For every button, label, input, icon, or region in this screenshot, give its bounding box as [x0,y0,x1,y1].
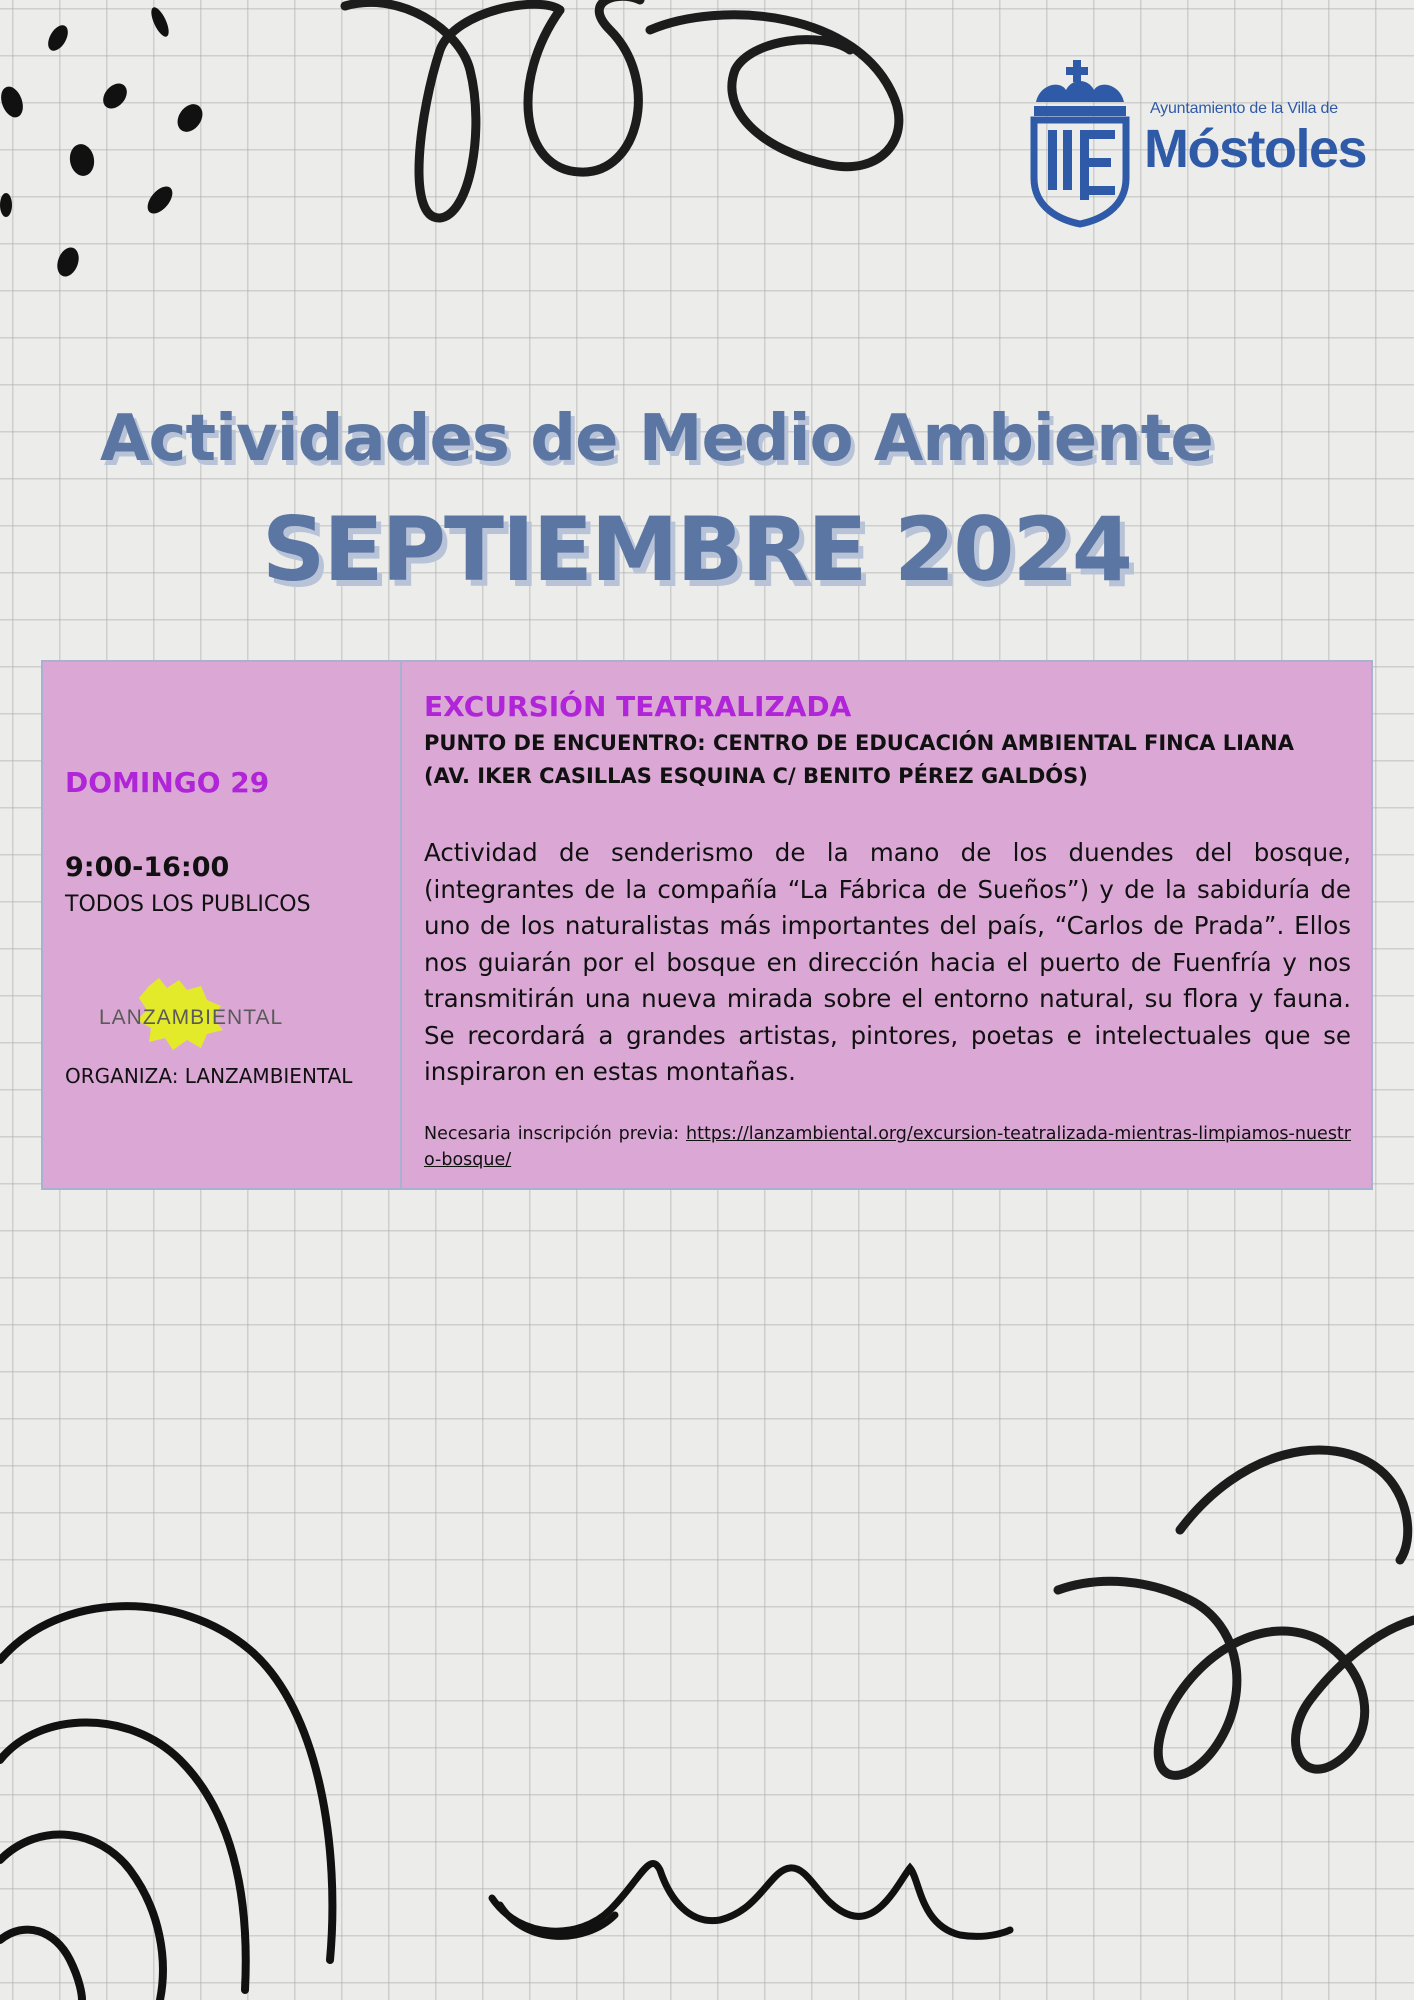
mostoles-crest-icon [1030,58,1130,228]
event-day: DOMINGO 29 [65,766,270,799]
squiggle-decoration [492,1864,1010,1937]
registration-note [424,1121,1351,1173]
page-title: Actividades de Medio Ambiente [100,402,1213,476]
event-title: EXCURSIÓN TEATRALIZADA [424,690,852,723]
right-loops-decoration [1058,1450,1414,1775]
organizer-logo [99,972,284,1052]
event-hours: 9:00-16:00 [65,852,230,883]
page-subtitle: SEPTIEMBRE 2024 [262,498,1131,601]
top-loops-decoration [345,0,899,218]
logo-subtitle: Ayuntamiento de la Villa de [1150,100,1338,117]
event-card [41,660,1373,1190]
mostoles-logo [1030,58,1390,228]
event-audience: TODOS LOS PUBLICOS [65,892,311,917]
event-info-column [43,662,402,1188]
event-description: Actividad de senderismo de la mano de los duendes del bosque, (integrantes de la compañía “La Fábrica de Sueños”) y de la sabiduría de uno de los naturalistas más importantes del país, “Carlos de Prada”. Ellos nos guiarán por el bosque en dirección hacia el puerto de Fuenfría y nos transmitirán una nueva mirada sobre el entorno natural, su flora y fauna. Se recordará a grandes artistas, pintores, poetas e intelectuales que se inspiraron en estas montañas. [424,838,1351,1086]
arches-decoration [0,1606,332,2000]
registration-link[interactable]: https://lanzambiental.org/excursion-teatralizada-mientras-limpiamos-nuestro-bosque/ [424,1123,1351,1170]
logo-title: Móstoles [1144,119,1367,179]
event-organizer: ORGANIZA: LANZAMBIENTAL [65,1064,353,1088]
ink-dots-decoration [0,5,208,280]
meeting-point [424,727,1351,793]
meeting-point-line2: (AV. IKER CASILLAS ESQUINA C/ BENITO PÉREZ GALDÓS) [424,764,1088,788]
event-details-column [402,662,1371,1188]
meeting-point-line1: PUNTO DE ENCUENTRO: CENTRO DE EDUCACIÓN AMBIENTAL FINCA LIANA [424,731,1295,755]
registration-label: Necesaria inscripción previa: [424,1123,687,1144]
organizer-logo-text: LANZAMBIENTAL [99,1006,284,1029]
